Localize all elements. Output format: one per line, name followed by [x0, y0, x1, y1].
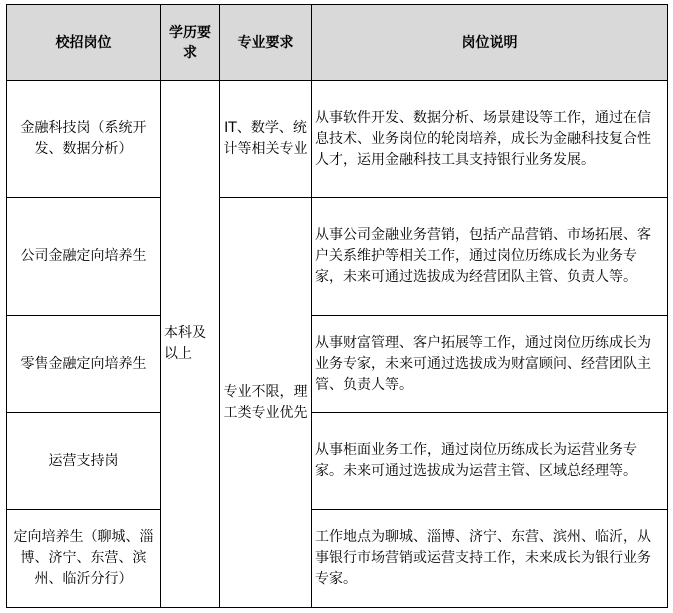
table-row — [7, 316, 668, 413]
position-cell: 零售金融定向培养生 — [7, 316, 161, 413]
position-cell: 金融科技岗（系统开发、数据分析） — [7, 81, 161, 198]
header-major: 专业要求 — [220, 5, 312, 81]
description-cell: 从事公司金融业务营销，包括产品营销、市场拓展、客户关系维护等相关工作，通过岗位历练成长为业务专家，未来可通过选拔成为经营团队主管、负责人等。 — [312, 198, 668, 316]
description-cell: 从事财富管理、客户拓展等工作，通过岗位历练成长为业务专家，未来可通过选拔成为财富顾问、经营团队主管、负责人等。 — [312, 316, 668, 413]
position-cell: 运营支持岗 — [7, 413, 161, 510]
description-cell: 从事软件开发、数据分析、场景建设等工作，通过在信息技术、业务岗位的轮岗培养，成长为金融科技复合性人才，运用金融科技工具支持银行业务发展。 — [312, 81, 668, 198]
position-cell: 定向培养生（聊城、淄博、济宁、东营、滨州、临沂分行） — [7, 510, 161, 608]
education-cell: 本科及以上 — [161, 81, 220, 608]
table-row — [7, 198, 668, 316]
header-education: 学历要求 — [161, 5, 220, 81]
major-cell: 专业不限，理工类专业优先 — [220, 198, 312, 608]
header-description: 岗位说明 — [312, 5, 668, 81]
header-position: 校招岗位 — [7, 5, 161, 81]
major-cell: IT、数学、统计等相关专业 — [220, 81, 312, 198]
table-header-row — [7, 5, 668, 81]
table-row — [7, 413, 668, 510]
position-cell: 公司金融定向培养生 — [7, 198, 161, 316]
table-row — [7, 510, 668, 608]
table-row — [7, 81, 668, 198]
recruitment-table — [6, 4, 668, 608]
description-cell: 工作地点为聊城、淄博、济宁、东营、滨州、临沂，从事银行市场营销或运营支持工作，未来成长为银行业务专家。 — [312, 510, 668, 608]
description-cell: 从事柜面业务工作，通过岗位历练成长为运营业务专家。未来可通过选拔成为运营主管、区域总经理等。 — [312, 413, 668, 510]
